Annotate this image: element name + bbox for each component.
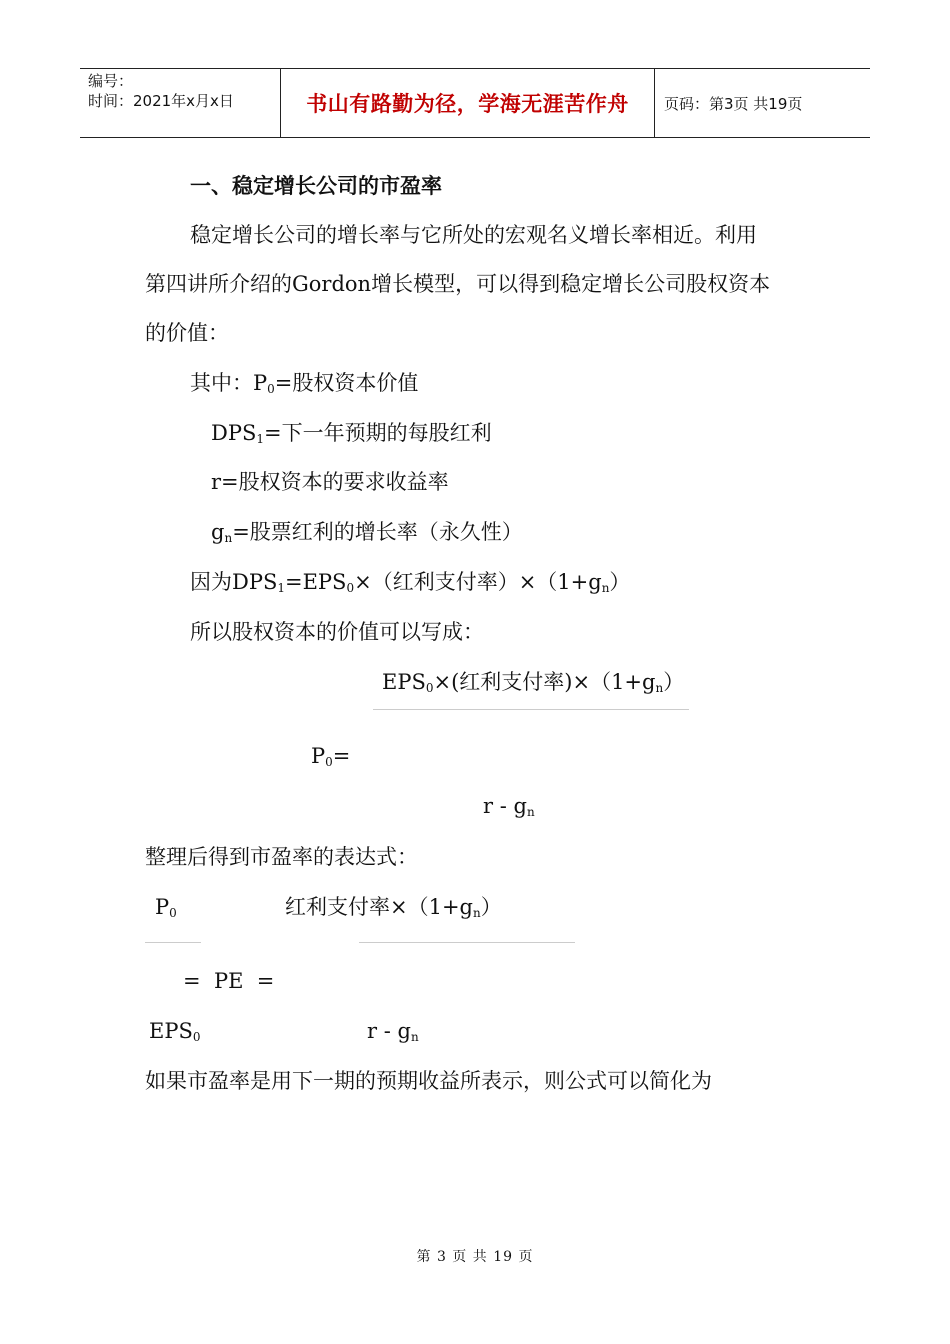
header-info-cell (80, 69, 281, 137)
section-title: 一、稳定增长公司的市盈率 (190, 174, 442, 198)
page-footer: 第 3 页 共 19 页 (416, 1249, 534, 1265)
formula2-p0: $P_0$ (155, 895, 177, 920)
formula2-denominator: r - $g_n$ (367, 1019, 419, 1044)
time-label: 时间：2021年x月x日 (88, 92, 234, 110)
formula2-eps: $EPS_0$ (149, 1019, 201, 1044)
formula2-left-fraction-bar (145, 942, 201, 943)
formula1-denominator: r - $g_n$ (483, 794, 535, 819)
formula1-fraction-bar (373, 709, 689, 710)
intro-line-3: 的价值： (145, 321, 229, 345)
definition-p0: 其中：$P_0=$股权资本价值 (190, 371, 419, 396)
number-label: 编号： (88, 72, 134, 90)
definition-dps: $DPS_1=$下一年预期的每股红利 (211, 421, 492, 446)
because-line: 因为$DPS_1=EPS_0\times$（红利支付率）$\times(1+g_n)$ (190, 570, 631, 595)
formula2-pe-equals: = PE = (183, 969, 275, 993)
intro-line-2: 第四讲所介绍的Gordon增长模型，可以得到稳定增长公司股权资本 (145, 272, 771, 296)
definition-g: $g_n=$股票红利的增长率（永久性） (211, 520, 523, 545)
arranged-line: 整理后得到市盈率的表达式： (145, 845, 418, 869)
header-page-label: 页码：第3页 共19页 (664, 94, 803, 113)
formula1-numerator: $EPS_0\times$(红利支付率)$\times(1+g_n)$ (382, 670, 685, 695)
header-motto: 书山有路勤为径，学海无涯苦作舟 (281, 69, 655, 137)
closing-line: 如果市盈率是用下一期的预期收益所表示，则公式可以简化为 (145, 1069, 712, 1093)
formula1-lhs: $P_0=$ (311, 744, 351, 769)
so-line: 所以股权资本的价值可以写成： (190, 620, 484, 644)
page-header (80, 68, 870, 138)
definition-r: r=股权资本的要求收益率 (211, 470, 449, 494)
formula2-right-fraction-bar (359, 942, 575, 943)
formula2-numerator: 红利支付率$\times(1+g_n)$ (285, 895, 502, 920)
intro-line-1: 稳定增长公司的增长率与它所处的宏观名义增长率相近。利用 (190, 223, 757, 247)
